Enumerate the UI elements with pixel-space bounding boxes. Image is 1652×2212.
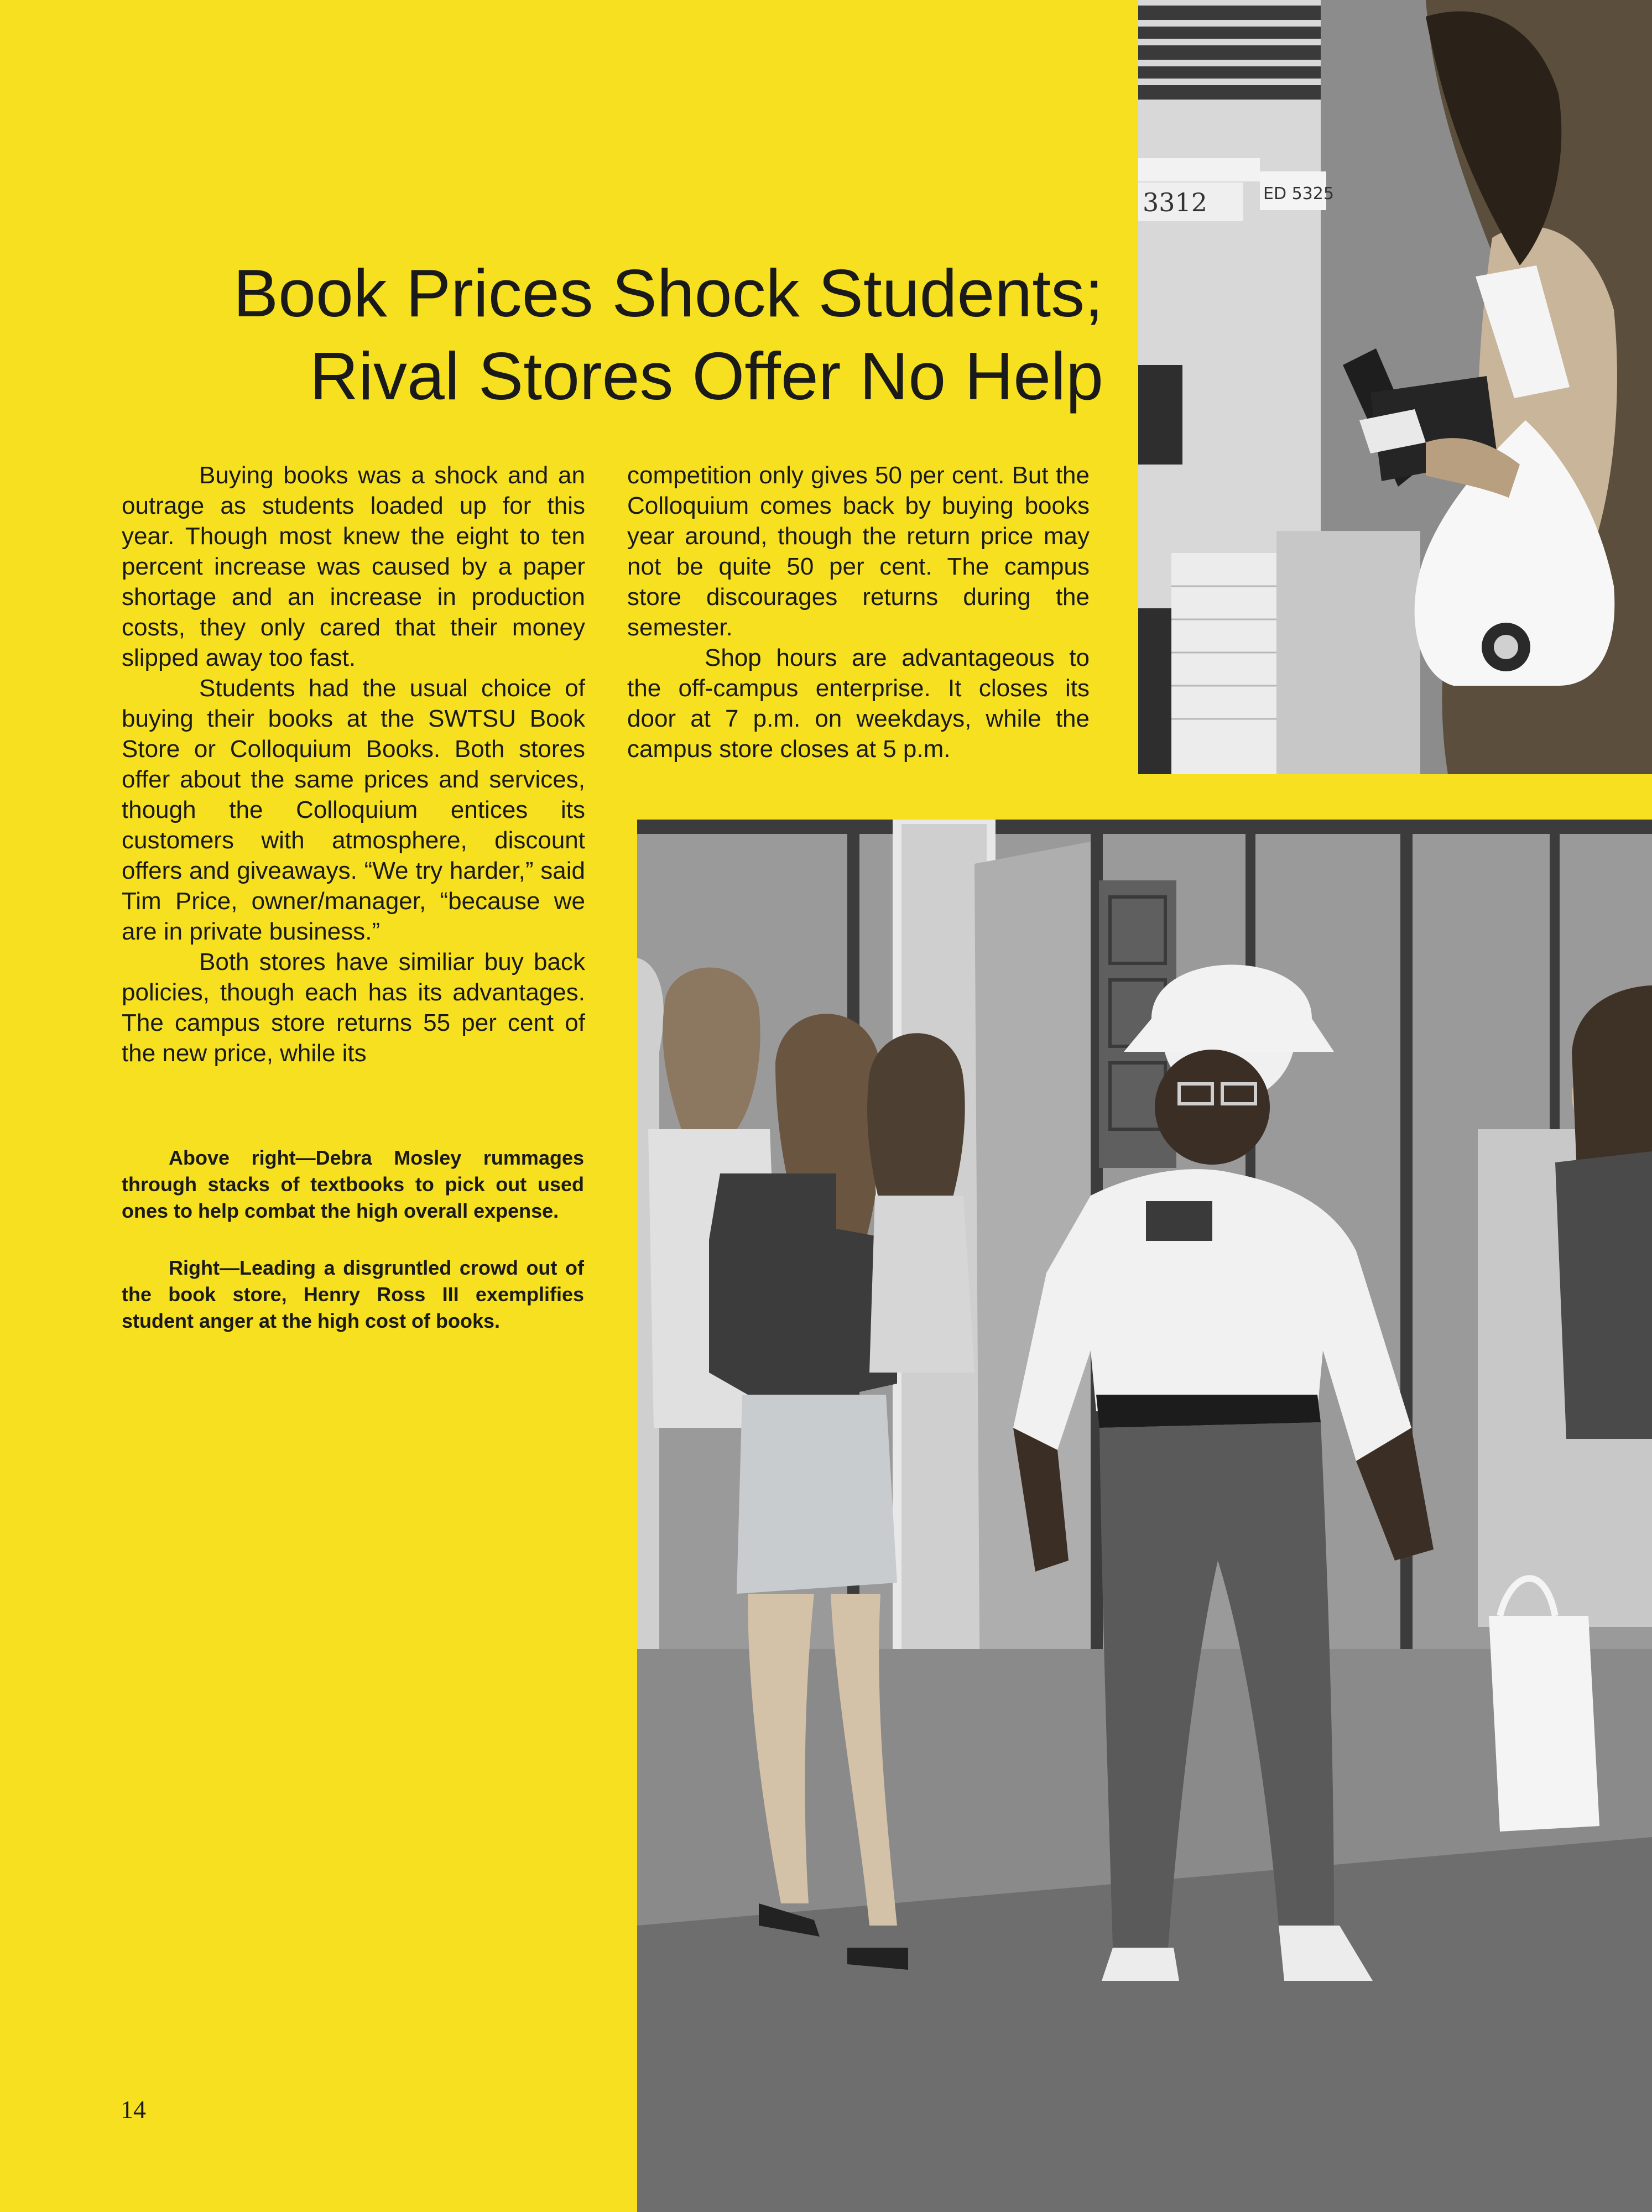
caption-above-right: Above right—Debra Mosley rummages through stacks of textbooks to pick out used ones to help combat the high overall expense. (122, 1146, 584, 1222)
article-paragraph: Shop hours are advantageous to the off-campus enterprise. It closes its door at 7 p.m. on weekdays, while the campus store closes at 5 p.m. (627, 644, 1090, 763)
photo-captions (122, 1145, 584, 1365)
article-paragraph: competition only gives 50 per cent. But the Colloquium comes back by buying books year around, though the return price may not be quite 50 per cent. The campus store discourages returns during the semester. (627, 462, 1090, 641)
shelf-tag-2: ED 5325 (1263, 184, 1334, 204)
article-paragraph: Students had the usual choice of buying their books at the SWTSU Book Store or Colloquium Books. Both stores offer about the same prices and services, though the Colloquium entices its customers with atmosphere, discount offers and giveaways. “We try harder,” said Tim Price, owner/manager, “because we are in private business.” (122, 675, 585, 945)
article-paragraph: Both stores have similiar buy back policies, though each has its advantages. The campus store returns 55 per cent of the new price, while its (122, 948, 585, 1067)
article-paragraph: Buying books was a shock and an outrage as students loaded up for this year. Though most knew the eight to ten percent increase was caused by a paper shortage and an increase in production costs, they only cared that their money slipped away too fast. (122, 462, 585, 671)
headline (111, 252, 1103, 418)
photo-crowd-leaving-bookstore (637, 820, 1652, 2212)
headline-line-2: Rival Stores Offer No Help (309, 338, 1103, 414)
article-column-1 (122, 460, 585, 1068)
shelf-tag-1: 3312 (1143, 187, 1208, 217)
photo-student-browsing-books (1138, 0, 1652, 774)
photo-crowd-leaving-bookstore-graphic (637, 820, 1652, 2212)
page-number: 14 (121, 2095, 146, 2124)
photo-student-browsing-books-graphic (1138, 0, 1652, 774)
caption-right: Right—Leading a disgruntled crowd out of the book store, Henry Ross III exemplifies student anger at the high cost of books. (122, 1256, 584, 1332)
article-column-2 (627, 460, 1090, 764)
headline-line-1: Book Prices Shock Students; (233, 255, 1103, 331)
